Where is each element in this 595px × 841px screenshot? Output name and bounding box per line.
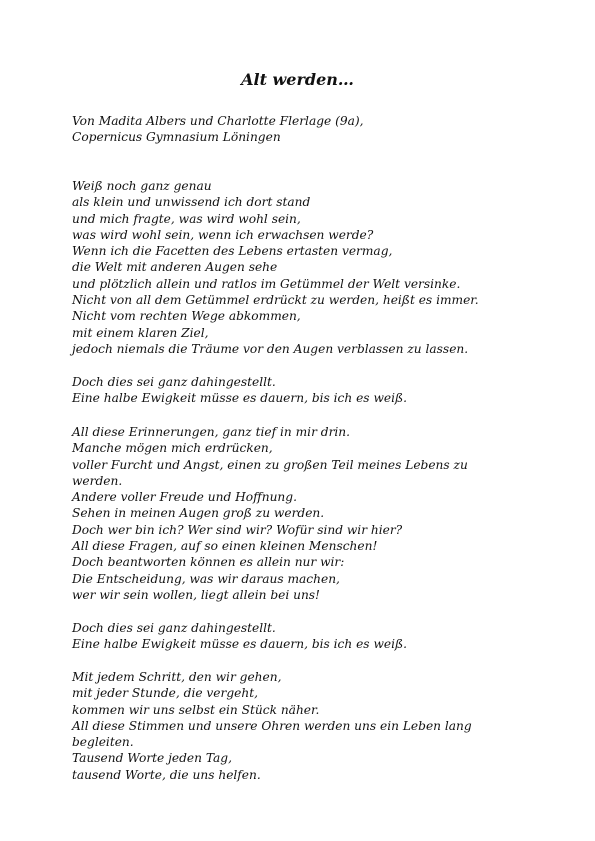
poem-line: Wenn ich die Facetten des Lebens ertasten vermag, bbox=[72, 244, 393, 259]
poem-line: tausend Worte, die uns helfen. bbox=[72, 767, 261, 782]
poem-line: Doch beantworten können es allein nur wir: bbox=[72, 555, 345, 570]
poem-line: kommen wir uns selbst ein Stück näher. bbox=[72, 702, 320, 717]
stanza-2 bbox=[72, 424, 552, 603]
stanza-3 bbox=[72, 669, 552, 783]
poem-line: Doch wer bin ich? Wer sind wir? Wofür sind wir hier? bbox=[72, 522, 403, 537]
poem-line: die Welt mit anderen Augen sehe bbox=[72, 260, 278, 275]
poem-line: Eine halbe Ewigkeit müsse es dauern, bis ich es weiß. bbox=[72, 637, 407, 652]
poem-line: All diese Erinnerungen, ganz tief in mir drin. bbox=[72, 425, 351, 439]
refrain-2 bbox=[72, 620, 552, 653]
poem-line: mit jeder Stunde, die vergeht, bbox=[72, 686, 258, 701]
poem-line: Sehen in meinen Augen groß zu werden. bbox=[72, 506, 325, 521]
poem-line: All diese Stimmen und unsere Ohren werden uns ein Leben lang bbox=[72, 718, 472, 733]
poem-line: Eine halbe Ewigkeit müsse es dauern, bis ich es weiß. bbox=[72, 391, 407, 406]
poem-title: Alt werden… bbox=[241, 70, 354, 89]
poem-line: All diese Fragen, auf so einen kleinen Menschen! bbox=[72, 539, 378, 554]
poem-line: jedoch niemals die Träume vor den Augen verblassen zu lassen. bbox=[72, 341, 469, 356]
poem-line: Doch dies sei ganz dahingestellt. bbox=[72, 621, 276, 635]
poem-line: Tausend Worte jeden Tag, bbox=[72, 751, 232, 766]
poem-line: was wird wohl sein, wenn ich erwachsen werde? bbox=[72, 227, 374, 242]
poem-line: Mit jedem Schritt, den wir gehen, bbox=[72, 670, 282, 684]
poem-line: Weiß noch ganz genau bbox=[72, 179, 212, 193]
byline-school: Copernicus Gymnasium Löningen bbox=[72, 130, 281, 145]
poem-line: mit einem klaren Ziel, bbox=[72, 325, 209, 340]
byline bbox=[72, 113, 552, 146]
poem-line: wer wir sein wollen, liegt allein bei uns! bbox=[72, 587, 320, 602]
byline-authors: Von Madita Albers und Charlotte Flerlage (9a), bbox=[72, 114, 364, 128]
poem-line: voller Furcht und Angst, einen zu großen Teil meines Lebens zu bbox=[72, 457, 468, 472]
poem-line: Die Entscheidung, was wir daraus machen, bbox=[72, 571, 340, 586]
refrain-1 bbox=[72, 374, 552, 407]
poem-line: Manche mögen mich erdrücken, bbox=[72, 441, 273, 456]
poem-line: und mich fragte, was wird wohl sein, bbox=[72, 211, 301, 226]
poem-line: als klein und unwissend ich dort stand bbox=[72, 195, 311, 210]
poem-line: und plötzlich allein und ratlos im Getümmel der Welt versinke. bbox=[72, 276, 461, 291]
poem-line: begleiten. bbox=[72, 735, 134, 750]
poem-line: Nicht von all dem Getümmel erdrückt zu werden, heißt es immer. bbox=[72, 293, 479, 308]
poem-line: Nicht vom rechten Wege abkommen, bbox=[72, 309, 301, 324]
stanza-1 bbox=[72, 178, 552, 357]
poem-line: werden. bbox=[72, 473, 123, 488]
poem-line: Andere voller Freude und Hoffnung. bbox=[72, 490, 297, 505]
poem-line: Doch dies sei ganz dahingestellt. bbox=[72, 375, 276, 389]
